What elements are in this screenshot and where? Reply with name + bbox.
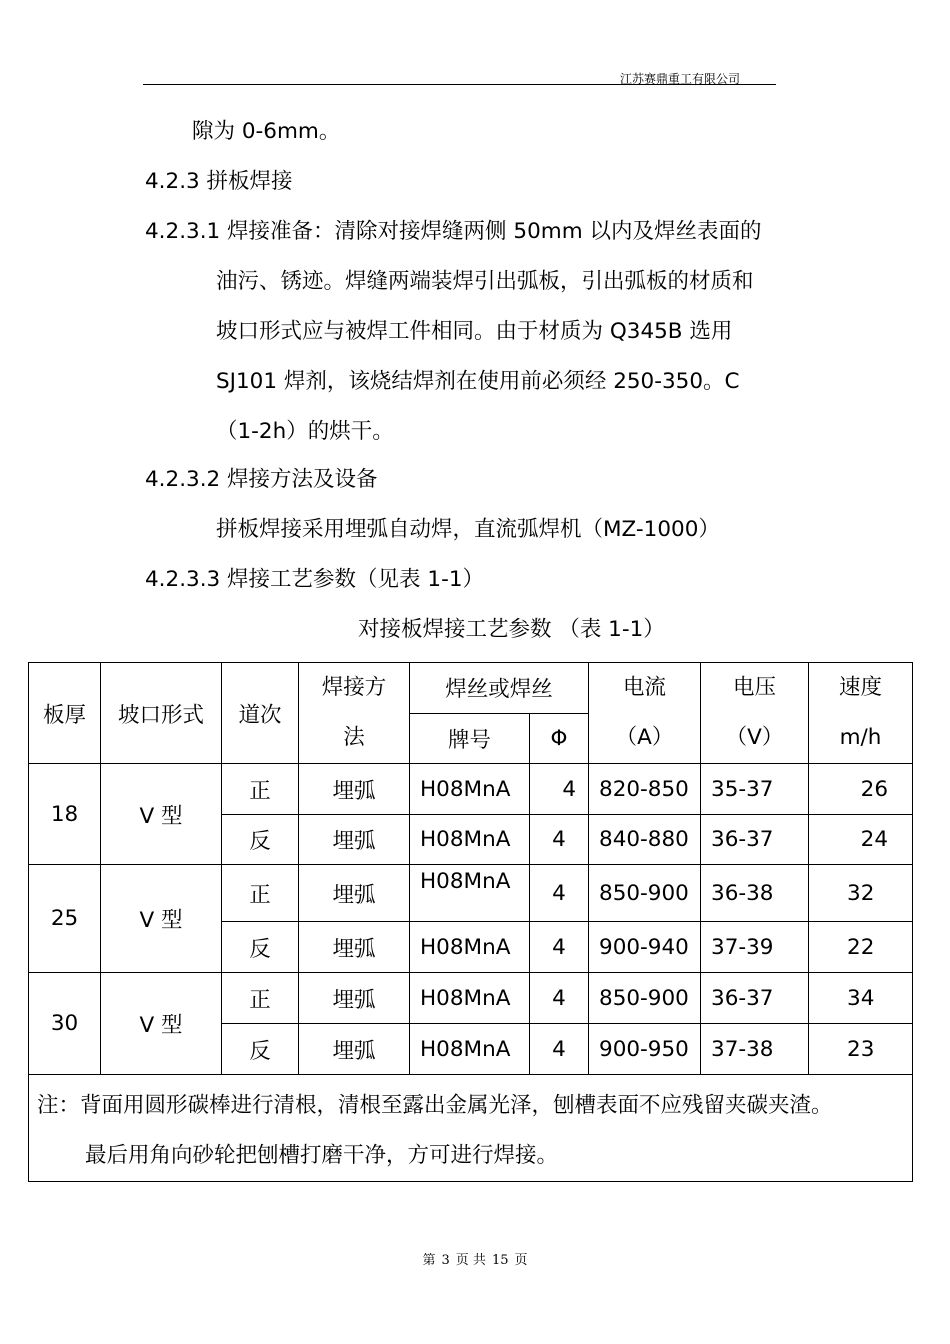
header-wire: 焊丝或焊丝: [410, 663, 589, 714]
cell-voltage: 36-37: [701, 815, 809, 865]
cell-method: 埋弧: [299, 922, 410, 973]
cell-groove: V 型: [101, 973, 222, 1075]
cell-phi: 4: [530, 865, 589, 922]
header-pass: 道次: [222, 663, 299, 764]
cell-voltage: 36-38: [701, 865, 809, 922]
section-4-2-3-1-line-5: （1-2h）的烘干。: [216, 419, 394, 444]
cell-method: 埋弧: [299, 973, 410, 1024]
text-gap-line: 隙为 0-6mm。: [192, 119, 341, 144]
cell-current: 900-950: [589, 1024, 701, 1075]
cell-grade: H08MnA: [410, 922, 530, 973]
cell-voltage: 37-39: [701, 922, 809, 973]
cell-current: 840-880: [589, 815, 701, 865]
header-thickness: 板厚: [29, 663, 101, 764]
section-heading-4-2-3-2: 4.2.3.2 焊接方法及设备: [145, 467, 378, 492]
cell-pass: 反: [222, 1024, 299, 1075]
cell-voltage: 37-38: [701, 1024, 809, 1075]
footer-mid: 页 共: [455, 1253, 486, 1268]
cell-grade: H08MnA: [410, 865, 530, 922]
header-voltage: [701, 663, 809, 764]
cell-voltage: 36-37: [701, 973, 809, 1024]
section-4-2-3-1-line-3: 坡口形式应与被焊工件相同。由于材质为 Q345B 选用: [216, 319, 733, 344]
cell-method: 埋弧: [299, 865, 410, 922]
cell-speed: 23: [809, 1024, 913, 1075]
section-4-2-3-2-body: 拼板焊接采用埋弧自动焊，直流弧焊机（MZ-1000）: [216, 517, 720, 542]
cell-phi: 4: [530, 815, 589, 865]
cell-method: 埋弧: [299, 764, 410, 815]
cell-current: 850-900: [589, 865, 701, 922]
header-voltage-line1: 电压: [733, 675, 777, 700]
cell-pass: 反: [222, 815, 299, 865]
welding-parameter-table: [28, 662, 913, 1182]
header-voltage-line2: （V）: [725, 725, 784, 750]
header-method: [299, 663, 410, 764]
header-method-line2: 法: [343, 725, 365, 750]
footer-total-pages: 15: [491, 1253, 509, 1268]
header-current-line1: 电流: [623, 675, 667, 700]
note-line-1: 注：背面用圆形碳棒进行清根，清根至露出金属光泽，刨槽表面不应残留夹碳夹渣。: [37, 1093, 833, 1118]
section-4-2-3-1-line-1: 4.2.3.1 焊接准备：清除对接焊缝两侧 50mm 以内及焊丝表面的: [145, 219, 762, 244]
note-line-2: 最后用角向砂轮把刨槽打磨干净，方可进行焊接。: [85, 1143, 559, 1168]
section-4-2-3-1-line-4: SJ101 焊剂，该烧结焊剂在使用前必须经 250-350。C: [216, 369, 740, 394]
header-phi: Φ: [530, 713, 589, 764]
section-4-2-3-1-line-2: 油污、锈迹。焊缝两端装焊引出弧板，引出弧板的材质和: [216, 269, 754, 294]
cell-pass: 反: [222, 922, 299, 973]
table-note-row: [29, 1075, 913, 1182]
footer-page-number: 3: [441, 1253, 450, 1268]
cell-pass: 正: [222, 973, 299, 1024]
header-rule: [143, 84, 776, 85]
cell-pass: 正: [222, 764, 299, 815]
section-heading-4-2-3: 4.2.3 拼板焊接: [145, 169, 293, 194]
cell-grade: H08MnA: [410, 815, 530, 865]
cell-grade: H08MnA: [410, 1024, 530, 1075]
cell-speed: 34: [809, 973, 913, 1024]
cell-method: 埋弧: [299, 815, 410, 865]
cell-current: 820-850: [589, 764, 701, 815]
cell-groove: V 型: [101, 865, 222, 973]
cell-phi: 4: [530, 973, 589, 1024]
table-row: [29, 865, 913, 922]
header-grade: 牌号: [410, 713, 530, 764]
cell-grade: H08MnA: [410, 764, 530, 815]
cell-phi: 4: [530, 764, 589, 815]
cell-thickness: 30: [29, 973, 101, 1075]
header-company: 江苏赛鼎重工有限公司: [620, 72, 741, 86]
page-footer: [0, 1249, 950, 1268]
table-row: [29, 764, 913, 815]
cell-speed: 32: [809, 865, 913, 922]
cell-pass: 正: [222, 865, 299, 922]
cell-thickness: 18: [29, 764, 101, 865]
cell-phi: 4: [530, 1024, 589, 1075]
cell-current: 850-900: [589, 973, 701, 1024]
header-groove: 坡口形式: [101, 663, 222, 764]
cell-speed: 22: [809, 922, 913, 973]
cell-method: 埋弧: [299, 1024, 410, 1075]
cell-voltage: 35-37: [701, 764, 809, 815]
cell-grade: H08MnA: [410, 973, 530, 1024]
cell-current: 900-940: [589, 922, 701, 973]
header-speed-line1: 速度: [839, 675, 883, 700]
header-speed: [809, 663, 913, 764]
header-speed-line2: m/h: [839, 725, 882, 750]
header-current-line2: （A）: [615, 725, 674, 750]
cell-groove: V 型: [101, 764, 222, 865]
footer-suffix: 页: [514, 1253, 528, 1268]
header-current: [589, 663, 701, 764]
section-heading-4-2-3-3: 4.2.3.3 焊接工艺参数（见表 1-1）: [145, 567, 485, 592]
header-method-line1: 焊接方: [321, 675, 387, 700]
cell-phi: 4: [530, 922, 589, 973]
footer-prefix: 第: [422, 1253, 436, 1268]
table-note: [29, 1075, 913, 1182]
cell-speed: 24: [809, 815, 913, 865]
cell-speed: 26: [809, 764, 913, 815]
table-caption: 对接板焊接工艺参数 （表 1-1）: [358, 617, 665, 642]
table-row: [29, 973, 913, 1024]
cell-thickness: 25: [29, 865, 101, 973]
